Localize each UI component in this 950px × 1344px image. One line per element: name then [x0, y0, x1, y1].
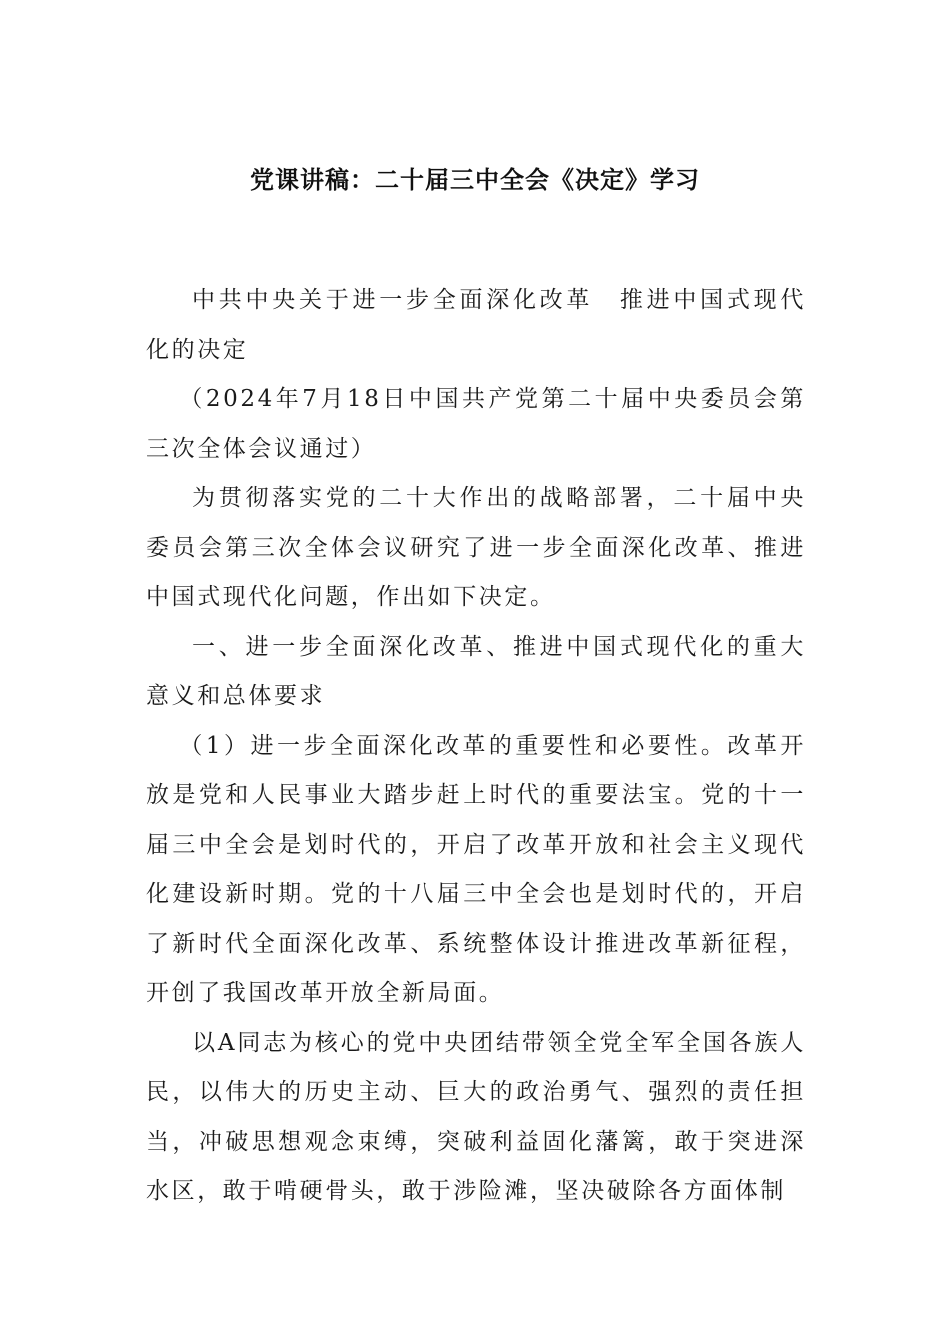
document-body: [146, 276, 806, 1217]
section-heading-one: 一、进一步全面深化改革、推进中国式现代化的重大意义和总体要求: [146, 633, 806, 709]
paragraph-introduction: 为贯彻落实党的二十大作出的战略部署，二十届中央委员会第三次全体会议研究了进一步全面深化改革、推进中国式现代化问题，作出如下决定。: [146, 485, 806, 610]
paragraph-decision-name: 中共中央关于进一步全面深化改革 推进中国式现代化的决定: [146, 287, 806, 363]
paragraph-adoption-date: （2024年7月18日中国共产党第二十届中央委员会第三次全体会议通过）: [146, 386, 806, 462]
document-title: 党课讲稿：二十届三中全会《决定》学习: [250, 166, 700, 194]
paragraph-item-1: （1）进一步全面深化改革的重要性和必要性。改革开放是党和人民事业大踏步赶上时代的重要法宝。党的十一届三中全会是划时代的，开启了改革开放和社会主义现代化建设新时期。党的十八届三中全会也是划时代的，开启了新时代全面深化改革、系统整体设计推进改革新征程，开创了我国改革开放全新局面。: [146, 732, 806, 1006]
paragraph-party-leadership: 以A同志为核心的党中央团结带领全党全军全国各族人民，以伟大的历史主动、巨大的政治勇气、强烈的责任担当，冲破思想观念束缚，突破利益固化藩篱，敢于突进深水区，敢于啃硬骨头，敢于涉险滩，坚决破除各方面体制: [146, 1029, 806, 1204]
